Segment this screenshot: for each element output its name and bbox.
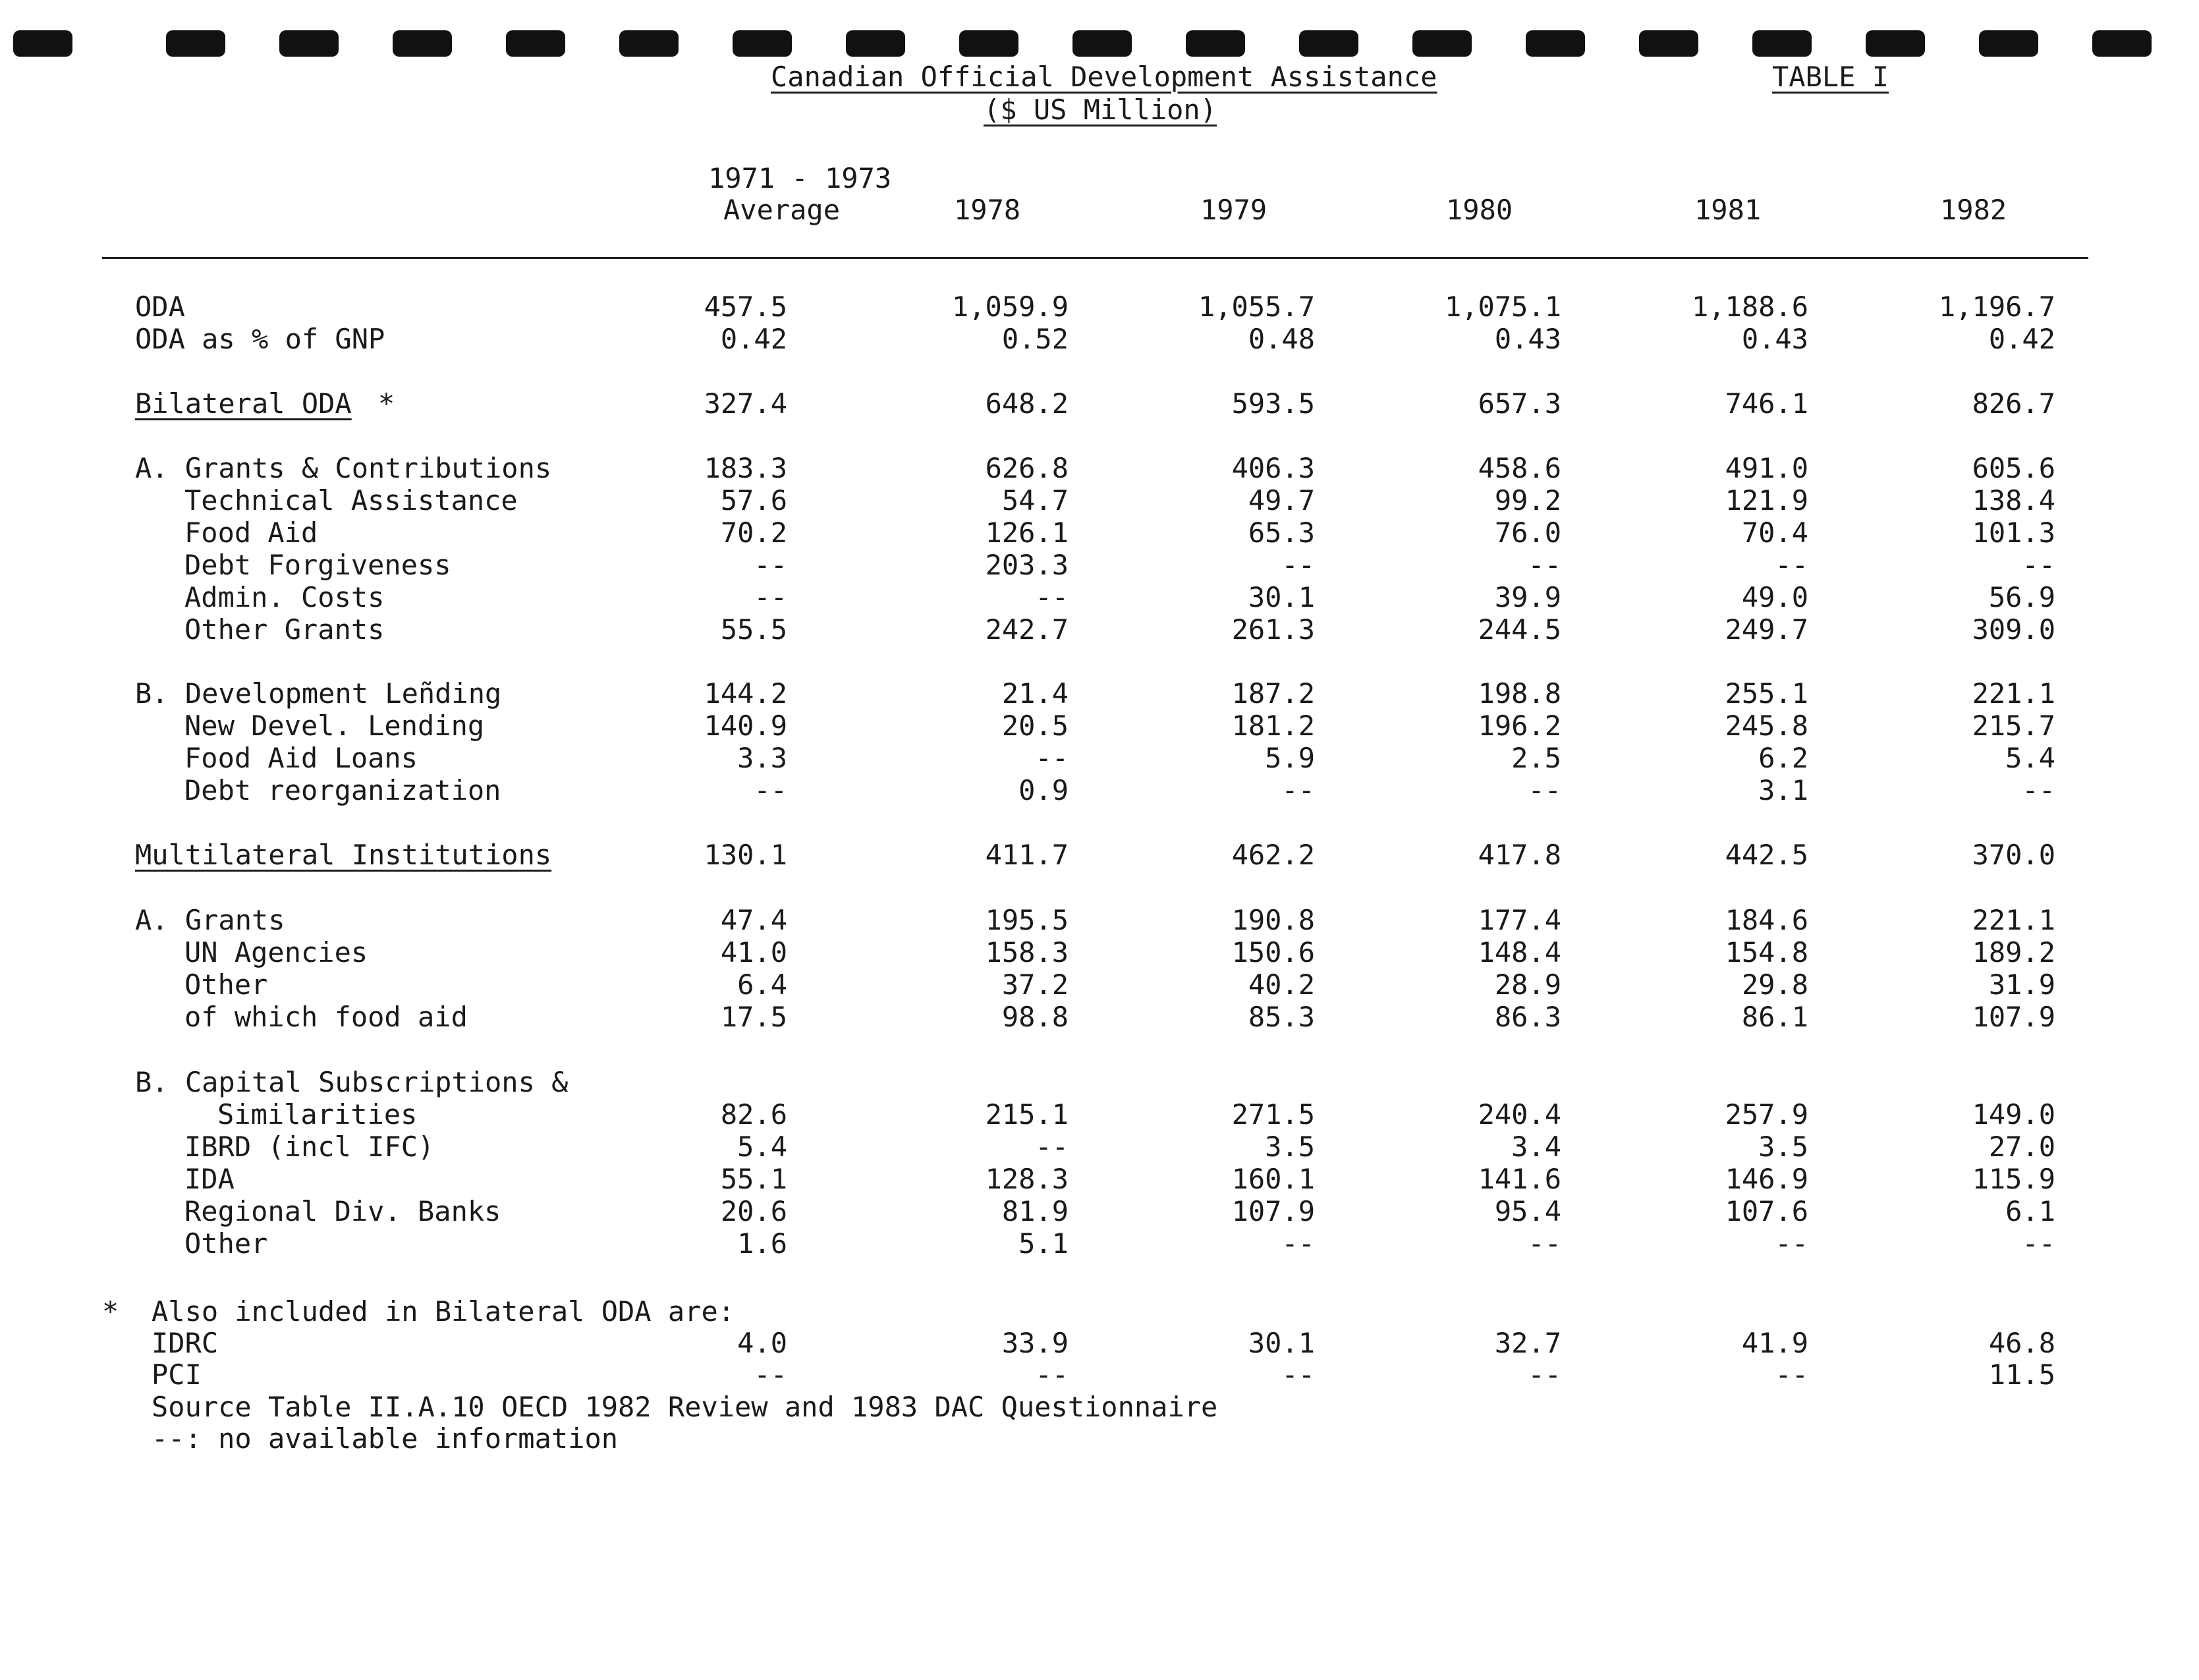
table-cell: 181.2 bbox=[1231, 710, 1315, 742]
binder-hole bbox=[1072, 30, 1132, 57]
row-label: A. Grants bbox=[135, 904, 285, 936]
table-label: TABLE I bbox=[1772, 61, 1889, 93]
row-label: Regional Div. Banks bbox=[184, 1195, 501, 1227]
table-cell: 140.9 bbox=[704, 710, 787, 742]
table-cell: 128.3 bbox=[985, 1163, 1069, 1195]
table-cell: 158.3 bbox=[985, 936, 1069, 968]
table-cell: 99.2 bbox=[1494, 484, 1561, 517]
row-label: Bilateral ODA bbox=[135, 387, 352, 420]
document-subtitle: ($ US Million) bbox=[983, 94, 1217, 126]
table-cell: -- bbox=[1281, 1227, 1315, 1260]
table-cell: 20.5 bbox=[1001, 710, 1069, 742]
table-cell: 86.1 bbox=[1741, 1001, 1808, 1033]
table-cell: 1.6 bbox=[737, 1227, 787, 1260]
table-cell: 0.42 bbox=[1988, 323, 2055, 355]
table-cell: -- bbox=[1281, 774, 1315, 806]
table-cell: 20.6 bbox=[720, 1195, 787, 1227]
table-cell: 189.2 bbox=[1972, 936, 2055, 968]
footnote-star: * bbox=[102, 1295, 119, 1328]
row-label: Other bbox=[184, 968, 268, 1001]
table-cell: 198.8 bbox=[1478, 677, 1561, 710]
table-cell: 1,188.6 bbox=[1691, 291, 1808, 323]
binder-hole bbox=[1412, 30, 1472, 57]
table-cell: 57.6 bbox=[720, 484, 787, 517]
document-title-block bbox=[771, 61, 1437, 126]
table-cell: 271.5 bbox=[1231, 1098, 1315, 1131]
table-cell: 3.4 bbox=[1511, 1131, 1561, 1163]
table-cell: 30.1 bbox=[1248, 581, 1315, 613]
table-cell: 41.9 bbox=[1741, 1327, 1808, 1359]
header-rule bbox=[102, 257, 2088, 259]
row-label: Admin. Costs bbox=[184, 581, 385, 613]
table-cell: 5.9 bbox=[1265, 742, 1315, 774]
table-cell: 160.1 bbox=[1231, 1163, 1315, 1195]
table-cell: 184.6 bbox=[1725, 904, 1808, 936]
table-cell: 215.1 bbox=[985, 1098, 1069, 1131]
table-cell: 27.0 bbox=[1988, 1131, 2055, 1163]
table-cell: 411.7 bbox=[985, 839, 1069, 871]
table-cell: -- bbox=[754, 581, 787, 613]
row-label: New Devel. Lending bbox=[184, 710, 485, 742]
table-cell: 746.1 bbox=[1725, 387, 1808, 420]
table-cell: 457.5 bbox=[704, 291, 787, 323]
binder-hole bbox=[1639, 30, 1698, 57]
table-cell: 242.7 bbox=[985, 613, 1069, 646]
table-cell: 76.0 bbox=[1494, 517, 1561, 549]
table-cell: 1,075.1 bbox=[1444, 291, 1561, 323]
table-cell: 65.3 bbox=[1248, 517, 1315, 549]
table-cell: 86.3 bbox=[1494, 1001, 1561, 1033]
column-header-1982: 1982 bbox=[1940, 194, 2007, 226]
table-cell: 255.1 bbox=[1725, 677, 1808, 710]
table-cell: 187.2 bbox=[1231, 677, 1315, 710]
table-cell: -- bbox=[1035, 1131, 1069, 1163]
table-cell: 2.5 bbox=[1511, 742, 1561, 774]
table-cell: 221.1 bbox=[1972, 904, 2055, 936]
table-cell: 70.4 bbox=[1741, 517, 1808, 549]
table-cell: 21.4 bbox=[1001, 677, 1069, 710]
table-cell: 648.2 bbox=[985, 387, 1069, 420]
row-label: Similarities bbox=[217, 1098, 418, 1131]
binder-hole bbox=[2092, 30, 2152, 57]
table-cell: 0.9 bbox=[1018, 774, 1069, 806]
row-label: A. Grants & Contributions bbox=[135, 452, 552, 484]
table-cell: 177.4 bbox=[1478, 904, 1561, 936]
binder-hole bbox=[1299, 30, 1358, 57]
table-cell: 6.1 bbox=[2005, 1195, 2055, 1227]
table-cell: 462.2 bbox=[1231, 839, 1315, 871]
column-header-1978: 1978 bbox=[954, 194, 1021, 226]
table-cell: 0.52 bbox=[1001, 323, 1069, 355]
row-label: Debt Forgiveness bbox=[184, 549, 451, 581]
table-cell: 327.4 bbox=[704, 387, 787, 420]
table-cell: 0.42 bbox=[720, 323, 787, 355]
table-cell: 56.9 bbox=[1988, 581, 2055, 613]
table-cell: 491.0 bbox=[1725, 452, 1808, 484]
table-cell: 28.9 bbox=[1494, 968, 1561, 1001]
table-cell: 101.3 bbox=[1972, 517, 2055, 549]
table-cell: 605.6 bbox=[1972, 452, 2055, 484]
table-cell: 138.4 bbox=[1972, 484, 2055, 517]
table-cell: 107.6 bbox=[1725, 1195, 1808, 1227]
binder-hole bbox=[959, 30, 1018, 57]
table-cell: 370.0 bbox=[1972, 839, 2055, 871]
binder-hole bbox=[1979, 30, 2038, 57]
table-cell: 85.3 bbox=[1248, 1001, 1315, 1033]
table-cell: 17.5 bbox=[720, 1001, 787, 1033]
table-cell: 309.0 bbox=[1972, 613, 2055, 646]
table-cell: 1,055.7 bbox=[1198, 291, 1315, 323]
row-label: PCI bbox=[152, 1358, 202, 1391]
table-cell: 31.9 bbox=[1988, 968, 2055, 1001]
table-cell: 154.8 bbox=[1725, 936, 1808, 968]
table-cell: 82.6 bbox=[720, 1098, 787, 1131]
table-cell: -- bbox=[754, 1358, 787, 1391]
table-cell: 244.5 bbox=[1478, 613, 1561, 646]
table-cell: 40.2 bbox=[1248, 968, 1315, 1001]
binder-hole bbox=[1526, 30, 1585, 57]
table-cell: -- bbox=[1528, 1227, 1561, 1260]
table-cell: 3.5 bbox=[1758, 1131, 1808, 1163]
table-cell: 240.4 bbox=[1478, 1098, 1561, 1131]
table-cell: -- bbox=[754, 774, 787, 806]
table-cell: -- bbox=[1775, 1227, 1808, 1260]
table-cell: 3.3 bbox=[737, 742, 787, 774]
table-cell: 3.1 bbox=[1758, 774, 1808, 806]
table-cell: 146.9 bbox=[1725, 1163, 1808, 1195]
table-cell: 406.3 bbox=[1231, 452, 1315, 484]
table-cell: 11.5 bbox=[1988, 1358, 2055, 1391]
table-cell: 657.3 bbox=[1478, 387, 1561, 420]
legend-note: --: no available information bbox=[152, 1422, 619, 1455]
table-cell: 149.0 bbox=[1972, 1098, 2055, 1131]
row-label: Other bbox=[184, 1227, 268, 1260]
binder-hole bbox=[506, 30, 565, 57]
row-label: Multilateral Institutions bbox=[135, 839, 552, 871]
row-label: UN Agencies bbox=[184, 936, 368, 968]
row-label: ODA bbox=[135, 291, 185, 323]
table-cell: 81.9 bbox=[1001, 1195, 1069, 1227]
row-label: IBRD (incl IFC) bbox=[184, 1131, 435, 1163]
row-label: Debt reorganization bbox=[184, 774, 501, 806]
table-cell: 49.0 bbox=[1741, 581, 1808, 613]
table-cell: 54.7 bbox=[1001, 484, 1069, 517]
table-cell: -- bbox=[754, 549, 787, 581]
table-cell: 55.5 bbox=[720, 613, 787, 646]
table-cell: 37.2 bbox=[1001, 968, 1069, 1001]
table-cell: -- bbox=[1281, 1358, 1315, 1391]
row-footnote-marker: * bbox=[377, 387, 395, 420]
row-label: of which food aid bbox=[184, 1001, 468, 1033]
table-cell: 4.0 bbox=[737, 1327, 787, 1359]
table-cell: -- bbox=[1528, 1358, 1561, 1391]
table-cell: 5.4 bbox=[737, 1131, 787, 1163]
table-cell: 29.8 bbox=[1741, 968, 1808, 1001]
table-cell: 442.5 bbox=[1725, 839, 1808, 871]
column-header-average: Average bbox=[723, 194, 841, 226]
table-cell: 249.7 bbox=[1725, 613, 1808, 646]
table-cell: 0.43 bbox=[1494, 323, 1561, 355]
binder-hole bbox=[846, 30, 905, 57]
table-cell: 1,059.9 bbox=[951, 291, 1069, 323]
column-header-1979: 1979 bbox=[1200, 194, 1267, 226]
table-cell: 32.7 bbox=[1494, 1327, 1561, 1359]
column-header-average-years: 1971 - 1973 bbox=[708, 162, 892, 194]
row-label: Food Aid Loans bbox=[184, 742, 418, 774]
table-cell: 195.5 bbox=[985, 904, 1069, 936]
table-cell: 221.1 bbox=[1972, 677, 2055, 710]
source-note: Source Table II.A.10 OECD 1982 Review and 1983 DAC Questionnaire bbox=[152, 1391, 1218, 1423]
row-label: B. Development Leñding bbox=[135, 677, 502, 710]
table-cell: 107.9 bbox=[1231, 1195, 1315, 1227]
table-cell: -- bbox=[2022, 1227, 2055, 1260]
table-cell: 150.6 bbox=[1231, 936, 1315, 968]
row-label: Technical Assistance bbox=[184, 484, 518, 517]
row-label: Food Aid bbox=[184, 517, 318, 549]
table-cell: -- bbox=[1775, 549, 1808, 581]
table-cell: 121.9 bbox=[1725, 484, 1808, 517]
table-cell: -- bbox=[2022, 774, 2055, 806]
table-cell: 5.4 bbox=[2005, 742, 2055, 774]
table-cell: 30.1 bbox=[1248, 1327, 1315, 1359]
table-cell: 203.3 bbox=[985, 549, 1069, 581]
binder-hole bbox=[619, 30, 679, 57]
table-cell: 144.2 bbox=[704, 677, 787, 710]
table-cell: 0.48 bbox=[1248, 323, 1315, 355]
binder-hole bbox=[1752, 30, 1812, 57]
table-cell: -- bbox=[1281, 549, 1315, 581]
table-cell: 39.9 bbox=[1494, 581, 1561, 613]
table-cell: 417.8 bbox=[1478, 839, 1561, 871]
table-cell: -- bbox=[1035, 581, 1069, 613]
table-cell: 183.3 bbox=[704, 452, 787, 484]
binder-hole bbox=[733, 30, 792, 57]
table-cell: 215.7 bbox=[1972, 710, 2055, 742]
row-label: B. Capital Subscriptions & bbox=[135, 1066, 569, 1098]
table-cell: 47.4 bbox=[720, 904, 787, 936]
column-header-1981: 1981 bbox=[1694, 194, 1762, 226]
table-cell: 98.8 bbox=[1001, 1001, 1069, 1033]
table-cell: 41.0 bbox=[720, 936, 787, 968]
table-cell: 33.9 bbox=[1001, 1327, 1069, 1359]
table-cell: 70.2 bbox=[720, 517, 787, 549]
table-cell: 126.1 bbox=[985, 517, 1069, 549]
table-cell: 593.5 bbox=[1231, 387, 1315, 420]
table-cell: -- bbox=[1528, 774, 1561, 806]
table-cell: 55.1 bbox=[720, 1163, 787, 1195]
table-cell: 257.9 bbox=[1725, 1098, 1808, 1131]
table-cell: 5.1 bbox=[1018, 1227, 1069, 1260]
table-cell: 3.5 bbox=[1265, 1131, 1315, 1163]
table-cell: 141.6 bbox=[1478, 1163, 1561, 1195]
row-label: IDA bbox=[184, 1163, 235, 1195]
table-cell: 190.8 bbox=[1231, 904, 1315, 936]
row-label: IDRC bbox=[152, 1327, 219, 1359]
table-cell: -- bbox=[1528, 549, 1561, 581]
table-cell: 46.8 bbox=[1988, 1327, 2055, 1359]
table-cell: 148.4 bbox=[1478, 936, 1561, 968]
binder-hole bbox=[166, 30, 225, 57]
binder-hole bbox=[13, 30, 72, 57]
table-cell: 196.2 bbox=[1478, 710, 1561, 742]
table-cell: 826.7 bbox=[1972, 387, 2055, 420]
table-cell: 95.4 bbox=[1494, 1195, 1561, 1227]
document-title: Canadian Official Development Assistance bbox=[771, 61, 1437, 93]
table-cell: 1,196.7 bbox=[1938, 291, 2055, 323]
table-cell: -- bbox=[1775, 1358, 1808, 1391]
table-cell: -- bbox=[1035, 1358, 1069, 1391]
row-label: Other Grants bbox=[184, 613, 385, 646]
binder-hole bbox=[1866, 30, 1925, 57]
binder-hole bbox=[1186, 30, 1245, 57]
column-header-1980: 1980 bbox=[1446, 194, 1513, 226]
binder-hole bbox=[279, 30, 339, 57]
table-cell: 6.4 bbox=[737, 968, 787, 1001]
binder-hole bbox=[393, 30, 452, 57]
table-cell: 0.43 bbox=[1741, 323, 1808, 355]
table-cell: 6.2 bbox=[1758, 742, 1808, 774]
table-cell: 130.1 bbox=[704, 839, 787, 871]
table-cell: 458.6 bbox=[1478, 452, 1561, 484]
table-cell: -- bbox=[2022, 549, 2055, 581]
table-cell: 49.7 bbox=[1248, 484, 1315, 517]
row-label: ODA as % of GNP bbox=[135, 323, 385, 355]
table-cell: 115.9 bbox=[1972, 1163, 2055, 1195]
table-cell: 245.8 bbox=[1725, 710, 1808, 742]
table-cell: 626.8 bbox=[985, 452, 1069, 484]
table-cell: 107.9 bbox=[1972, 1001, 2055, 1033]
table-cell: -- bbox=[1035, 742, 1069, 774]
table-cell: 261.3 bbox=[1231, 613, 1315, 646]
footnote-intro: Also included in Bilateral ODA are: bbox=[152, 1295, 735, 1328]
